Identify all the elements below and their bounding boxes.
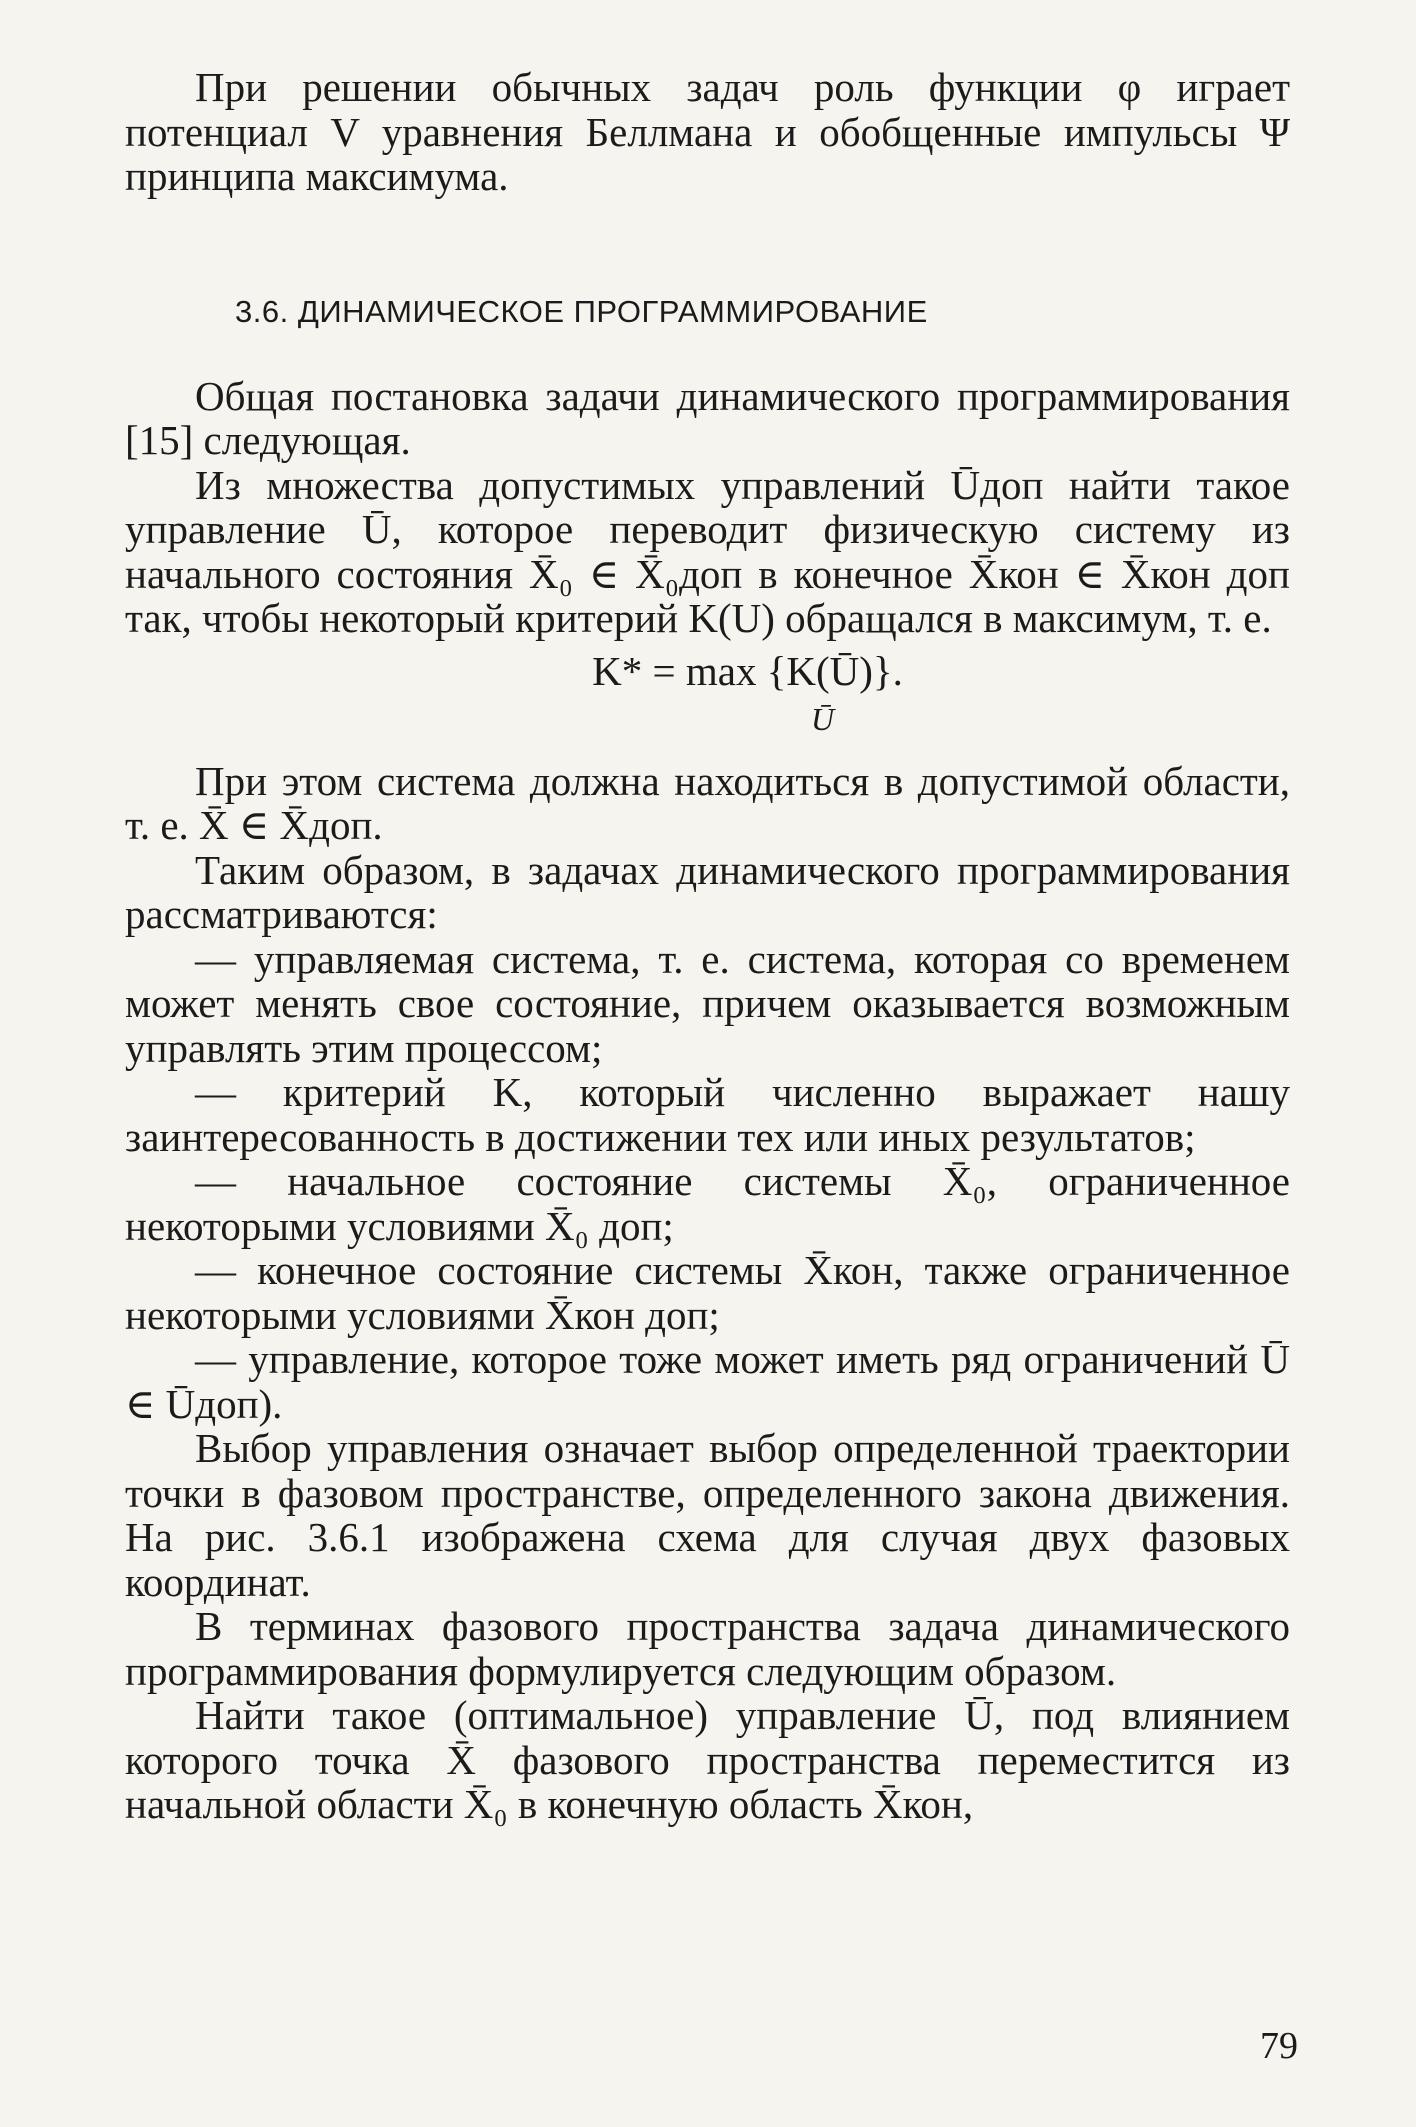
list-item-3: — начальное состояние системы X̄₀, ограниченное некоторыми условиями X̄₀ доп; [125,1158,1290,1249]
list-item-4: — конечное состояние системы X̄кон, также ограниченное некоторыми условиями X̄кон доп; [125,1247,1290,1338]
formula-main: K* = max {K(Ū)}. [592,647,903,694]
paragraph-7: Найти такое (оптимальное) управление Ū, под влиянием которого точка X̄ фазового пространства переместится из начальной области X̄₀ в конечную область X̄кон, [125,1692,1290,1827]
paragraph-2: Из множества допустимых управлений Ūдоп найти такое управление Ū, которое переводит физическую систему из начального состояния X̄₀ ∈ X̄₀доп в конечное X̄кон ∈ X̄кон доп так, чтобы некоторый критерий K(U) обращался в максимум, т. е. [125,461,1290,641]
formula-subscript: Ū [811,700,835,737]
section-heading: 3.6. ДИНАМИЧЕСКОЕ ПРОГРАММИРОВАНИЕ [235,294,928,329]
formula-block [125,649,1290,759]
page-number: 79 [1260,2025,1298,2067]
paragraph-4: Таким образом, в задачах динамического программирования рассматриваются: [125,846,1290,937]
list-item-1: — управляемая система, т. е. система, которая со временем может менять свое состояние, причем оказывается возможным управлять этим процессом; [125,935,1290,1071]
list-item-2: — критерий K, который численно выражает нашу заинтересованность в достижении тех или иных результатов; [125,1069,1290,1160]
paragraph-6: В терминах фазового пространства задача динамического программирования формулируется следующим образом. [125,1603,1290,1694]
paragraph-5: Выбор управления означает выбор определенной траектории точки в фазовом пространстве, определенного закона движения. На рис. 3.6.1 изображена схема для случая двух фазовых координат. [125,1425,1290,1605]
paragraph-3: При этом система должна находиться в допустимой области, т. е. X̄ ∈ X̄доп. [125,757,1290,848]
paragraph-intro: При решении обычных задач роль функции φ играет потенциал V уравнения Беллмана и обобщенные импульсы Ψ принципа максимума. [125,64,1290,199]
list-item-5: — управление, которое тоже может иметь ряд ограничений Ū ∈ Ūдоп). [125,1336,1290,1427]
paragraph-1: Общая постановка задачи динамического программирования [15] следующая. [125,372,1290,463]
